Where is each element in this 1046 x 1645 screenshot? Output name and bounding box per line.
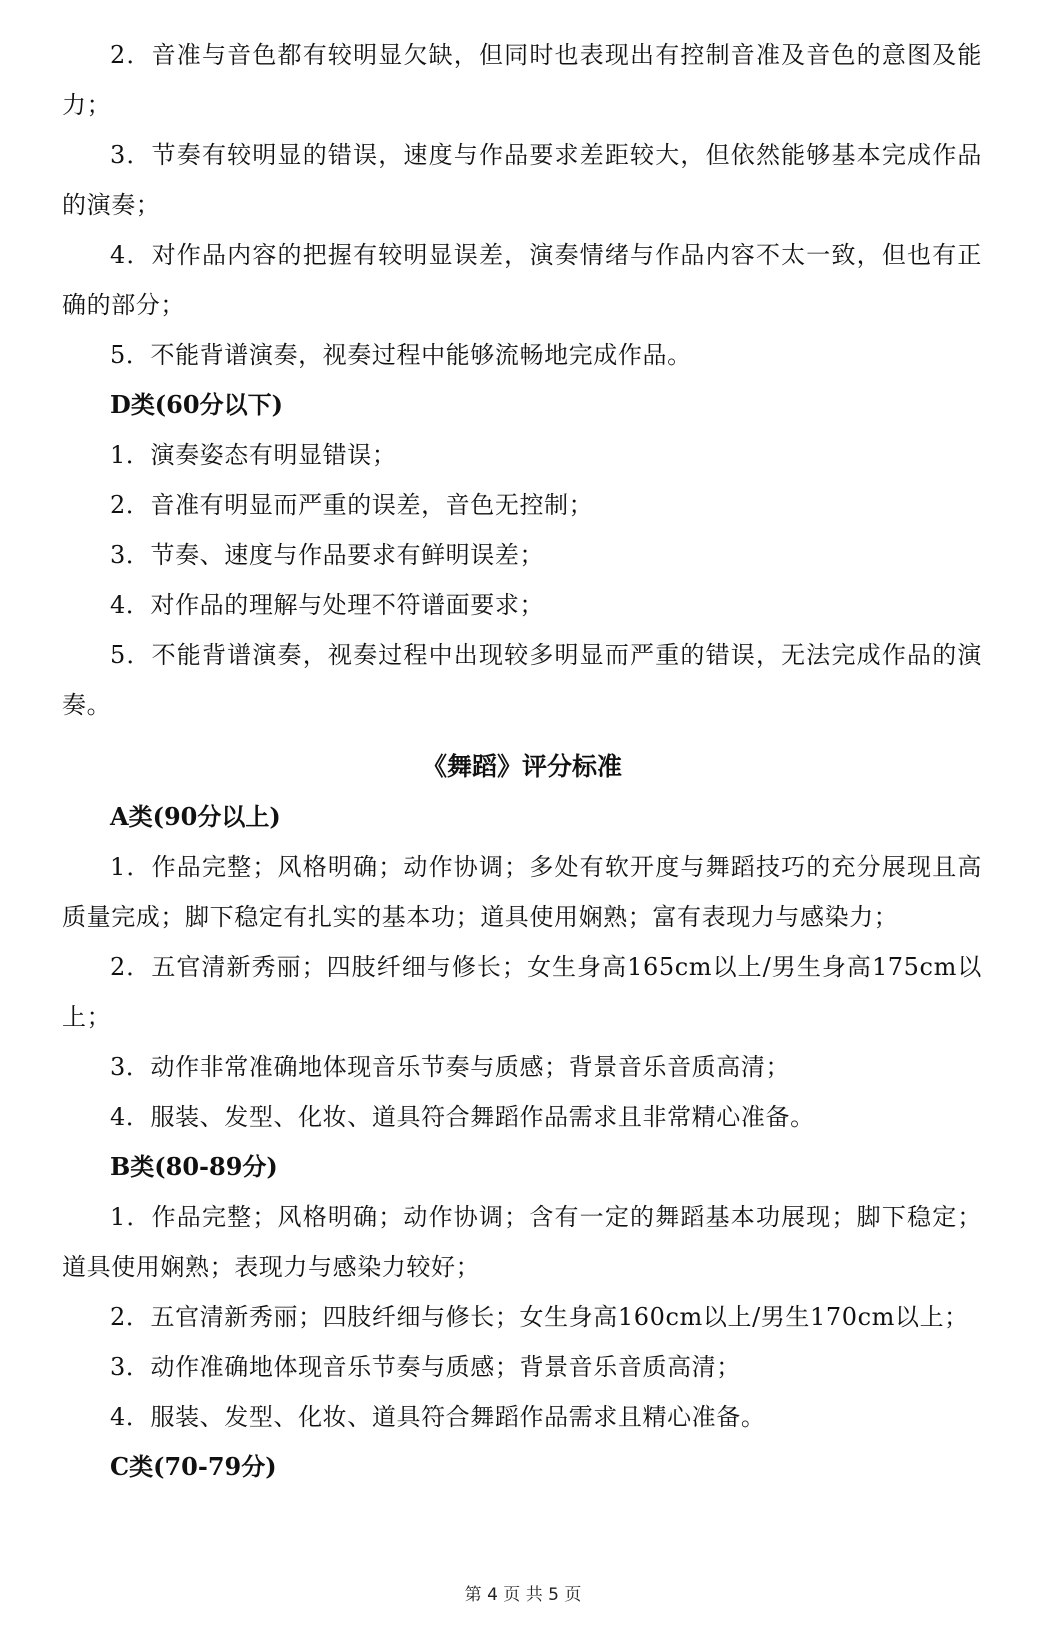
b-item-2: 2．五官清新秀丽；四肢纤细与修长；女生身高160cm以上/男生170cm以上； <box>110 1303 969 1331</box>
page-footer: 第 4 页 共 5 页 <box>464 1585 582 1605</box>
c-item-3: 3．节奏有较明显的错误，速度与作品要求差距较大，但依然能够基本完成作品的演奏； <box>62 141 982 219</box>
page-content <box>62 30 982 1492</box>
c-item-2: 2．音准与音色都有较明显欠缺，但同时也表现出有控制音准及音色的意图及能力； <box>62 41 982 119</box>
d-item-5: 5．不能背谱演奏，视奏过程中出现较多明显而严重的错误，无法完成作品的演奏。 <box>62 641 982 719</box>
d-category-heading: D类(60分以下) <box>110 390 283 419</box>
c-category-heading: C类(70-79分) <box>110 1452 277 1481</box>
b-item-1: 1．作品完整；风格明确；动作协调；含有一定的舞蹈基本功展现；脚下稳定；道具使用娴熟；表现力与感染力较好； <box>62 1203 982 1281</box>
d-item-2: 2．音准有明显而严重的误差，音色无控制； <box>110 491 594 519</box>
c-item-4: 4．对作品内容的把握有较明显误差，演奏情绪与作品内容不太一致，但也有正确的部分； <box>62 241 982 319</box>
a-item-3: 3．动作非常准确地体现音乐节奏与质感；背景音乐音质高清； <box>110 1053 791 1081</box>
a-item-4: 4．服装、发型、化妆、道具符合舞蹈作品需求且非常精心准备。 <box>110 1103 815 1131</box>
a-category-heading: A类(90分以上) <box>110 802 281 831</box>
a-item-1: 1．作品完整；风格明确；动作协调；多处有软开度与舞蹈技巧的充分展现且高质量完成；脚下稳定有扎实的基本功；道具使用娴熟；富有表现力与感染力； <box>62 853 982 931</box>
d-item-1: 1．演奏姿态有明显错误； <box>110 441 397 469</box>
d-item-4: 4．对作品的理解与处理不符谱面要求； <box>110 591 545 619</box>
dance-section-title: 《舞蹈》评分标准 <box>421 752 622 781</box>
b-category-heading: B类(80-89分) <box>110 1152 278 1181</box>
d-item-3: 3．节奏、速度与作品要求有鲜明误差； <box>110 541 545 569</box>
b-item-3: 3．动作准确地体现音乐节奏与质感；背景音乐音质高清； <box>110 1353 741 1381</box>
a-item-2: 2．五官清新秀丽；四肢纤细与修长；女生身高165cm以上/男生身高175cm以上； <box>62 953 982 1031</box>
c-item-5: 5．不能背谱演奏，视奏过程中能够流畅地完成作品。 <box>110 341 692 369</box>
b-item-4: 4．服装、发型、化妆、道具符合舞蹈作品需求且精心准备。 <box>110 1403 766 1431</box>
